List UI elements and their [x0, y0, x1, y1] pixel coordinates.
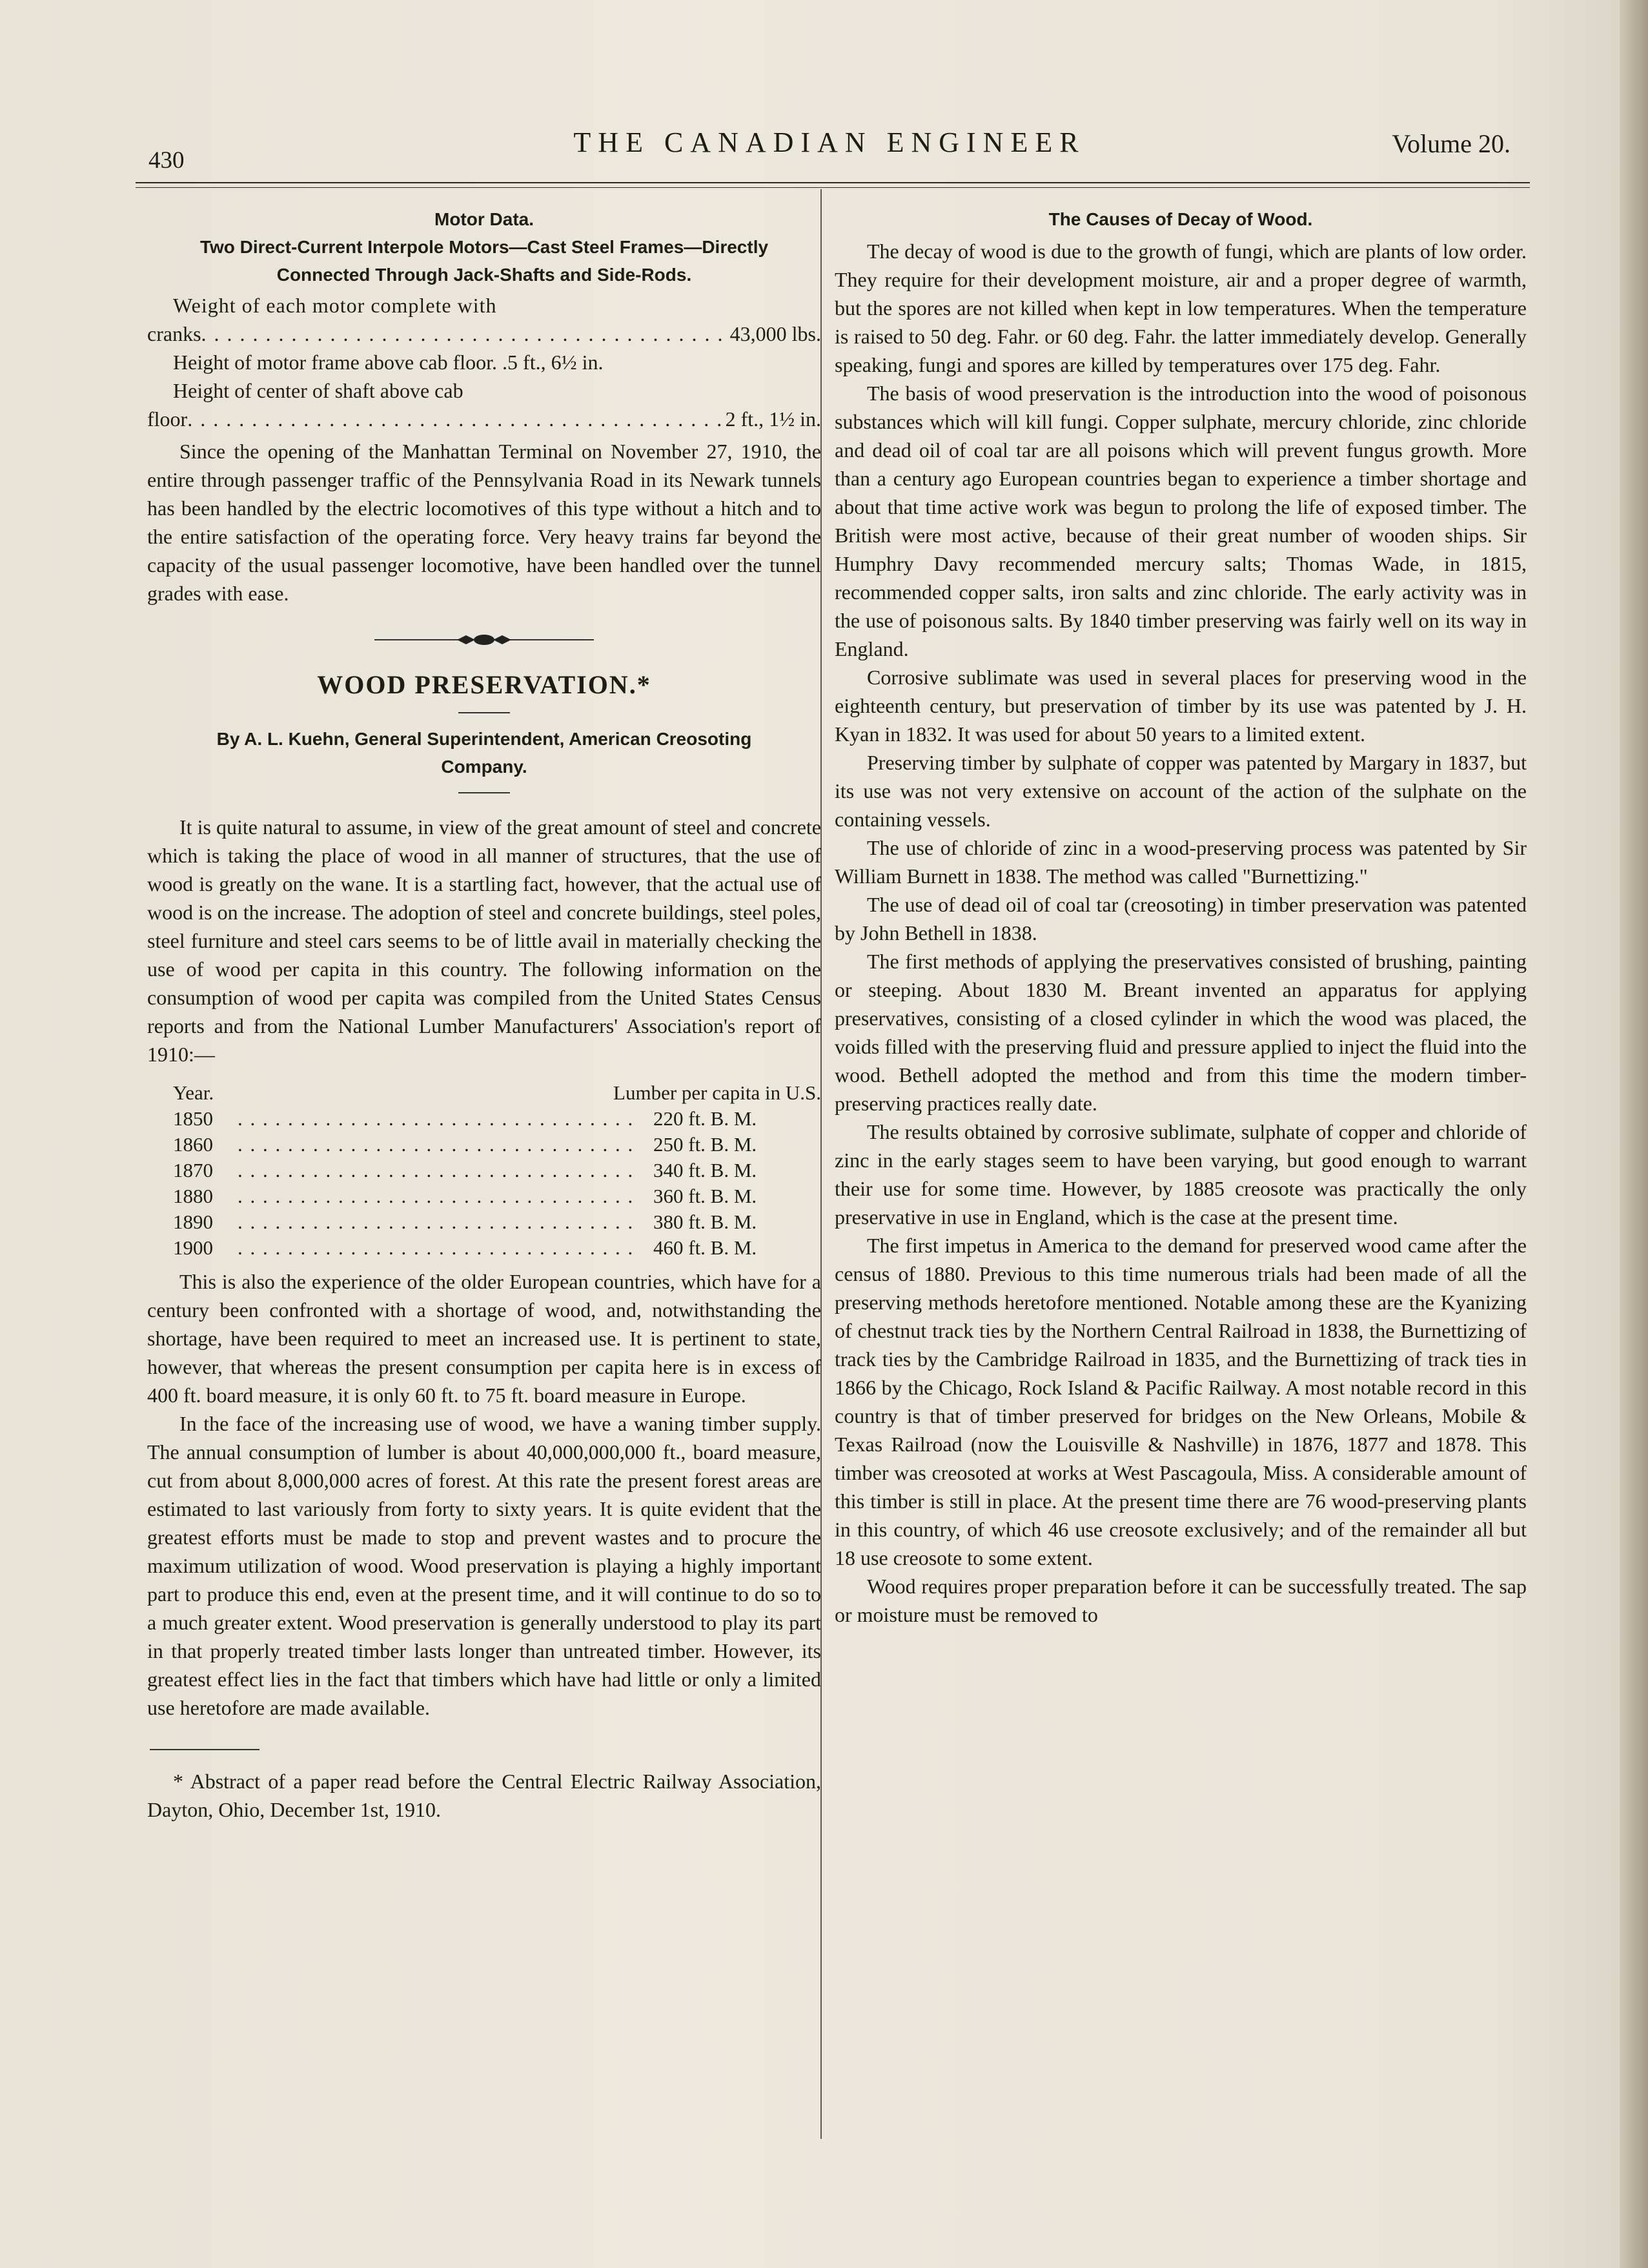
spec-weight-row — [147, 320, 821, 348]
paragraph-intro: It is quite natural to assume, in view of the great amount of steel and concrete which is taking the place of wood in all manner of structures, that the use of wood is greatly on the wane. It is a startling fact, however, that the actual use of wood is on the increase. The adoption of steel and concrete buildings, steel poles, steel furniture and steel cars seems to be of little avail in materially checking the use of wood per capita in this country. The following information on the consumption of wood per capita was compiled from the United States Census reports and from the National Lumber Manufacturers' Association's report of 1910:— — [147, 815, 821, 1066]
leader-dots — [238, 1209, 640, 1235]
table-cell-year: 1870 — [173, 1159, 213, 1181]
table-cell-year: 1890 — [173, 1211, 213, 1233]
leader-dots — [238, 1158, 640, 1183]
table-cell-year: 1850 — [173, 1107, 213, 1130]
paragraph: The first methods of applying the preservatives consisted of brushing, painting or steeping. About 1830 M. Breant invented an apparatus for applying preservatives, consisting of a closed cylinder in which the wood was placed, the voids filled with the preserving fluid and pressure applied to inject the fluid into the wood. Bethell adopted the method and from this time the modern timber-preserving practices really date. — [835, 950, 1527, 1115]
paragraph-european: This is also the experience of the older European countries, which have for a century been confronted with a shortage of wood, and, notwithstanding the shortage, have been required to meet an increased use. It is pertinent to state, however, that whereas the present consumption per capita here is in excess of 400 ft. board measure, it is only 60 ft. to 75 ft. board measure in Europe. — [147, 1270, 821, 1407]
table-cell-value: 360 ft. B. M. — [653, 1185, 757, 1207]
table-cell-value: 340 ft. B. M. — [653, 1159, 757, 1181]
leader-dots — [238, 1106, 640, 1132]
paragraph: Preserving timber by sulphate of copper was patented by Margary in 1837, but its use was not very extensive on account of the action of the sulphate on the containing vessels. — [835, 751, 1527, 831]
paragraph-waning: In the face of the increasing use of wood, we have a waning timber supply. The annual consumption of lumber is about 40,000,000,000 ft., board measure, cut from about 8,000,000 acres of forest. At this rate the present forest areas are estimated to last variously from forty to sixty years. It is quite evident that the greatest efforts must be made to stop and prevent wastes and to procure the maximum utilization of wood. Wood preservation is playing a highly important part to produce this end, even at the present time, and it will continue to do so to a much greater extent. Wood preservation is generally understood to play its part in that properly treated timber lasts longer than untreated timber. However, its greatest effect lies in the fact that timbers which have had little or only a limited use heretofore are made available. — [147, 1412, 821, 1719]
table-cell-year: 1880 — [173, 1185, 213, 1207]
volume-label: Volume 20. — [1392, 129, 1511, 158]
article-byline: By A. L. Kuehn, General Superintendent, American Creosoting Company. — [216, 729, 752, 777]
lumber-table — [147, 1080, 821, 1261]
table-header-value: Lumber per capita in U.S. — [613, 1081, 821, 1104]
header-rule — [136, 182, 1530, 183]
spec-frame-value: 5 ft., 6½ in. — [507, 351, 604, 374]
table-cell-value: 250 ft. B. M. — [653, 1133, 757, 1156]
paragraph: The basis of wood preservation is the introduction into the wood of poisonous substances which will kill fungi. Copper sulphate, mercury chloride, zinc chloride and dead oil of coal tar are all poisons which will prevent fungus growth. More than a century ago European countries began to experience a timber shortage and about that time active work was begun to prolong the life of exposed timber. The British were most active, because of their great number of wooden ships. Sir Humphry Davy recommended mercury salts; Thomas Wade, in 1815, recommended copper salts, iron salts and zinc chloride. The early activity was in the use of poisonous salts. By 1840 timber preserving was fairly well on its way in England. — [835, 382, 1527, 660]
ornament-divider — [147, 632, 821, 648]
leader-dots — [201, 320, 730, 348]
paragraph: The results obtained by corrosive sublimate, sulphate of copper and chloride of zinc in the early stages seem to have been varying, but good enough to warrant their use for some time. However, by 1885 creosote was practically the only preservative in use in England, which is the case at the present time. — [835, 1120, 1527, 1229]
page-number: 430 — [148, 147, 185, 174]
table-row — [147, 1158, 821, 1183]
article-title: WOOD PRESERVATION.* — [317, 670, 651, 699]
table-header-year: Year. — [173, 1081, 214, 1104]
left-column — [147, 205, 821, 1824]
title-rule — [458, 712, 510, 713]
header-rule-thin — [136, 187, 1530, 188]
leader-dots — [187, 405, 725, 433]
spec-shaft-label: Height of center of shaft above cab — [173, 379, 463, 402]
motor-data-heading: Motor Data. — [434, 209, 534, 229]
paragraph: The decay of wood is due to the growth of fungi, which are plants of low order. They require for their development moisture, air and a proper degree of warmth, but the spores are not killed when kept in low temperatures. When the temperature is raised to 50 deg. Fahr. or 60 deg. Fahr. the latter immediately develop. Generally speaking, fungi and spores are killed by temperatures over 175 deg. Fahr. — [835, 240, 1527, 376]
leader-dots — [238, 1183, 640, 1209]
spec-frame-label: Height of motor frame above cab floor. . — [173, 351, 508, 374]
table-cell-value: 380 ft. B. M. — [653, 1211, 757, 1233]
spec-shaft-row — [147, 405, 821, 433]
paragraph: The first impetus in America to the demand for preserved wood came after the census of 1880. Previous to this time numerous trials had been made of all the preserving methods heretofore mentioned. Notable among these are the Kyanizing of chestnut track ties by the Northern Central Railroad in 1838, the Burnettizing of track ties by the Cambridge Railroad in 1835, and the Burnettizing of track ties in 1866 by the Chicago, Rock Island & Pacific Railway. A most notable record in this country is that of timber preserved for bridges on the New Orleans, Mobile & Texas Railroad (now the Louisville & Nashville) in 1876, 1877 and 1878. This timber was creosoted at works at West Pascagoula, Miss. A considerable amount of this timber is still in place. At the present time there are 76 wood-preserving plants in this country, of which 46 use creosote exclusively; and of the remainder all but 18 use creosote to some extent. — [835, 1234, 1527, 1569]
table-cell-year: 1900 — [173, 1236, 213, 1259]
spec-shaft-cont: floor — [147, 407, 188, 431]
decay-heading: The Causes of Decay of Wood. — [1048, 209, 1313, 229]
spec-frame-row — [147, 348, 821, 376]
footnote-rule — [150, 1749, 259, 1750]
table-row — [147, 1106, 821, 1132]
ornament-icon — [374, 632, 594, 648]
page-edge — [1620, 0, 1648, 2268]
spec-weight-value: 43,000 lbs. — [729, 322, 821, 345]
paragraph: The use of dead oil of coal tar (creosoting) in timber preservation was patented by John Bethell in 1838. — [835, 893, 1527, 945]
journal-title: THE CANADIAN ENGINEER — [573, 127, 1086, 158]
table-row — [147, 1132, 821, 1158]
paragraph-manhattan: Since the opening of the Manhattan Terminal on November 27, 1910, the entire through passenger traffic of the Pennsylvania Road in its Newark tunnels has been handled by the electric locomotives of this type without a hitch and to the entire satisfaction of the operating force. Very heavy trains far beyond the capacity of the usual passenger locomotive, have been handled over the tunnel grades with ease. — [147, 440, 821, 605]
footnote: * Abstract of a paper read before the Central Electric Railway Association, Dayton, Ohio, December 1st, 1910. — [147, 1770, 821, 1821]
spec-shaft-value: 2 ft., 1½ in. — [725, 407, 821, 431]
table-cell-value: 460 ft. B. M. — [653, 1236, 757, 1259]
table-cell-year: 1860 — [173, 1133, 213, 1156]
paragraph: Wood requires proper preparation before it can be successfully treated. The sap or moisture must be removed to — [835, 1575, 1527, 1626]
running-header — [148, 126, 1511, 178]
paragraph: Corrosive sublimate was used in several places for preserving wood in the eighteenth century, but preservation of timber by its use was patented by J. H. Kyan in 1832. It was used for about 50 years to a limited extent. — [835, 666, 1527, 746]
table-row — [147, 1209, 821, 1235]
motor-data-subheading: Two Direct-Current Interpole Motors—Cast Steel Frames—Directly Connected Through Jack-Shafts and Side-Rods. — [199, 237, 769, 285]
leader-dots — [238, 1132, 640, 1158]
table-cell-value: 220 ft. B. M. — [653, 1107, 757, 1130]
paragraph: The use of chloride of zinc in a wood-preserving process was patented by Sir William Burnett in 1838. The method was called "Burnettizing." — [835, 836, 1527, 888]
leader-dots — [238, 1235, 640, 1261]
right-column — [835, 205, 1527, 1629]
byline-rule — [458, 792, 510, 793]
table-header — [147, 1080, 821, 1106]
spec-weight-cont: cranks — [147, 322, 201, 345]
table-row — [147, 1235, 821, 1261]
table-row — [147, 1183, 821, 1209]
spec-weight-label: Weight of each motor complete with — [173, 294, 497, 317]
